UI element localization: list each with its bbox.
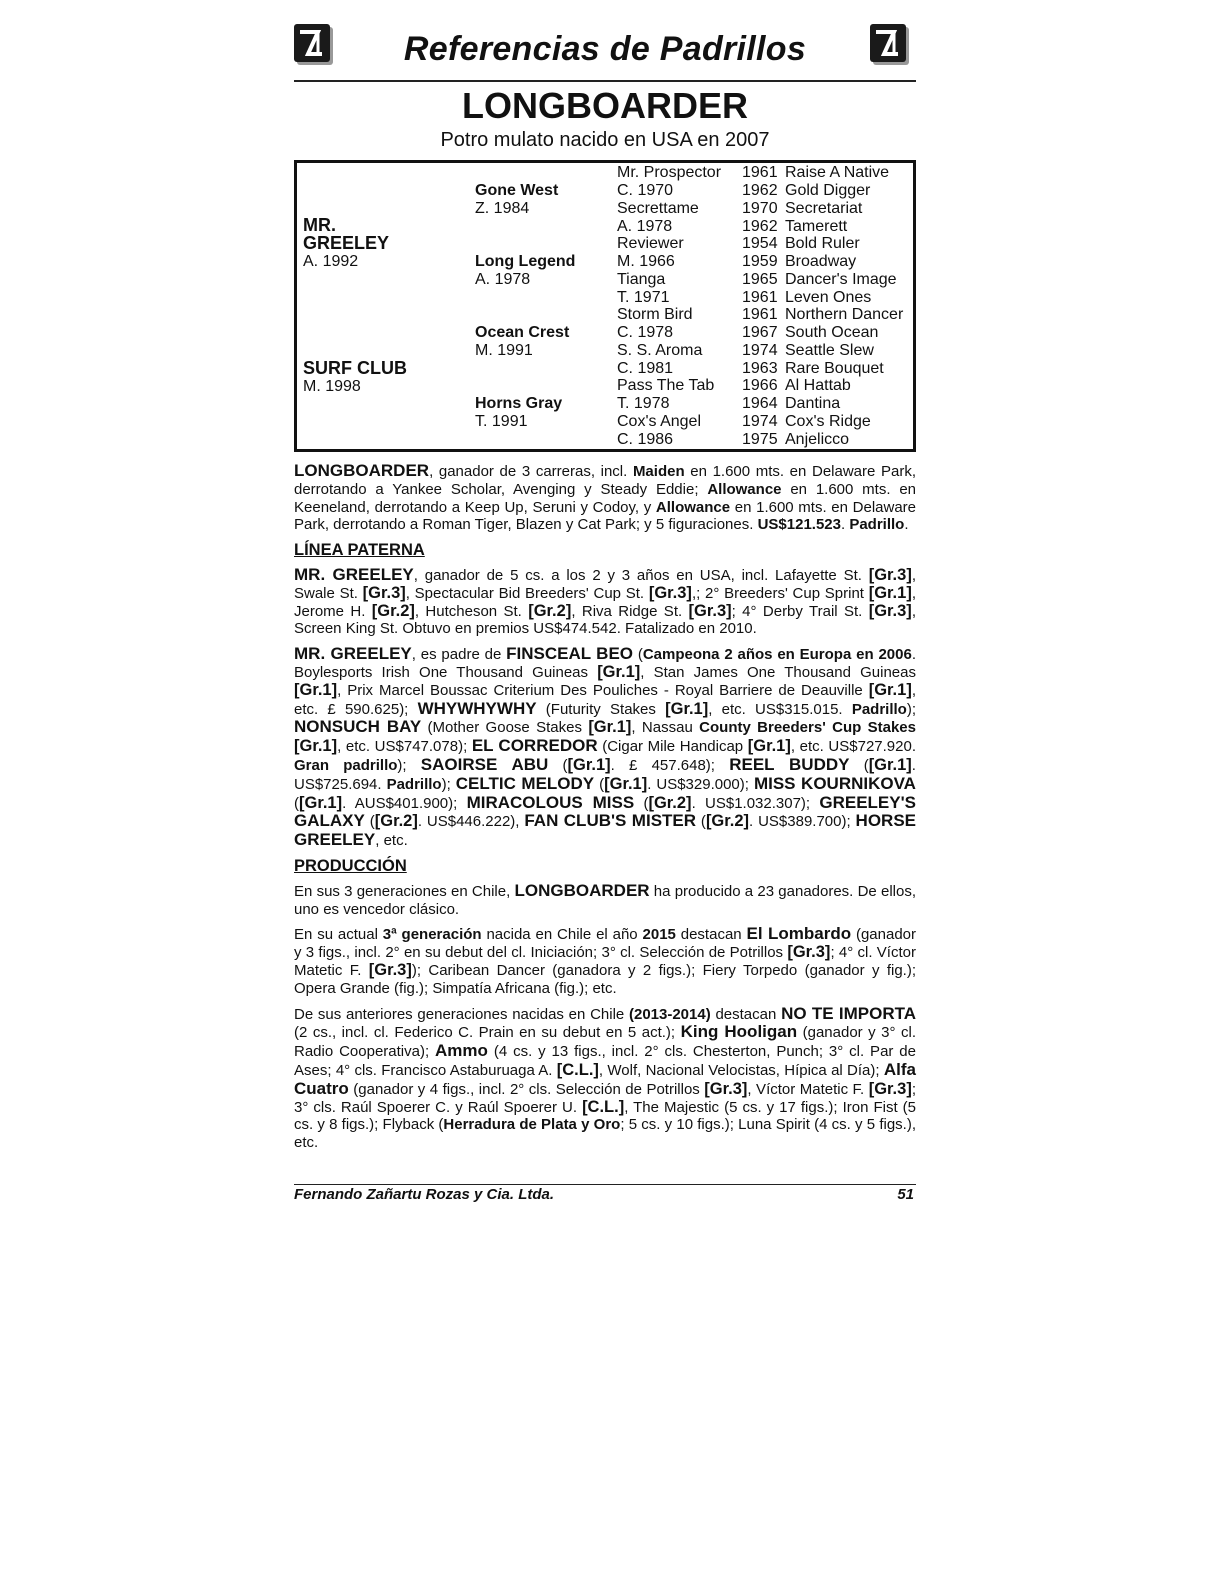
ancestor-cell: Secrettame — [617, 200, 699, 217]
ancestor-name: Broadway — [785, 253, 857, 270]
page — [294, 18, 916, 1159]
ancestor-year: 1961 — [742, 289, 778, 306]
ancestor-year: 1966 — [742, 377, 778, 394]
ancestor-name: Al Hattab — [785, 377, 851, 394]
ancestor-name: Tamerett — [785, 218, 848, 235]
ancestor-year: 1975 — [742, 431, 778, 448]
body-text — [294, 462, 916, 1152]
page-footer — [294, 1184, 916, 1203]
ancestor-cell: Cox's Angel — [617, 413, 701, 430]
race-record-paragraph: LONGBOARDER, ganador de 3 carreras, incl. Maiden en 1.600 mts. en Delaware Park, derrotando a Yankee Scholar, Avenging y Steady Eddie; Allowance en 1.600 mts. en Keeneland, derrotando a Keep Up, Seruni y Codoy, y Allowance en 1.600 mts. en Delaware Park, derrotando a Roman Tiger, Blazen y Cat Park; y 5 figuraciones. US$121.523. Padrillo. — [294, 461, 917, 534]
pedigree-table — [294, 160, 916, 452]
ancestor-name: Dantina — [785, 395, 841, 412]
footer-company: Fernando Zañartu Rozas y Cia. Ltda. — [294, 1186, 555, 1203]
granddam-name: Long Legend — [475, 253, 576, 270]
sire-name: MR. — [303, 215, 336, 235]
ancestor-year: 1964 — [742, 395, 778, 412]
ancestor-cell: Pass The Tab — [617, 377, 715, 394]
section-heading-produccion: PRODUCCIÓN — [294, 856, 407, 875]
ancestor-name: Secretariat — [785, 200, 863, 217]
granddam-name: Horns Gray — [475, 395, 563, 412]
ancestor-name: Rare Bouquet — [785, 360, 884, 377]
previous-generations-paragraph: De sus anteriores generaciones nacidas en Chile (2013-2014) destacan NO TE IMPORTA (2 cs., incl. cl. Federico C. Prain en su debut en 5 act.); King Hooligan (ganador y 3° cl. Radio Cooperativa); Ammo (4 cs. y 13 figs., incl. 2° cls. Chesterton, Punch; 3° cl. Par de Ases; 4° cls. Francisco Astaburuaga A. [C.L.], Wolf, Nacional Velocistas, Hípica al Día); Alfa Cuatro (ganador y 4 figs., incl. 2° cls. Selección de Potrillos [Gr.3], Víctor Matetic F. [Gr.3]; 3° cls. Raúl Spoerer C. y Raúl Spoerer U. [C.L.], The Majestic (5 cs. y 17 figs.); Iron Fist (5 cs. y 8 figs.); Flyback (Herradura de Plata y Oro; 5 cs. y 10 figs.); Luna Spirit (4 cs. y 5 figs.), etc. — [294, 1003, 917, 1152]
production-summary: En sus 3 generaciones en Chile, LONGBOARDER ha producido a 23 ganadores. De ellos, uno es vencedor clásico. — [294, 880, 916, 918]
ancestor-cell: S. S. Aroma — [617, 342, 703, 359]
ancestor-cell: C. 1970 — [617, 182, 674, 199]
ancestor-cell: C. 1978 — [617, 324, 674, 341]
ancestor-name: Cox's Ridge — [785, 413, 871, 430]
ancestor-name: Northern Dancer — [785, 306, 904, 323]
ancestor-cell: T. 1971 — [617, 289, 670, 306]
ancestor-year: 1974 — [742, 413, 778, 430]
ancestor-year: 1961 — [742, 306, 778, 323]
ancestor-name: Anjelicco — [785, 431, 850, 448]
ancestor-name: Dancer's Image — [785, 271, 897, 288]
grandsire-name: Gone West — [475, 182, 559, 199]
ancestor-name: Raise A Native — [785, 164, 890, 181]
brand-logo-icon — [870, 24, 912, 68]
ancestor-name: Seattle Slew — [785, 342, 874, 359]
page-header — [294, 18, 916, 82]
current-generation-paragraph: En su actual 3ª generación nacida en Chile el año 2015 destacan El Lombardo (ganador y 3 figs., incl. 2° en su debut del cl. Iniciación; 3° cl. Selección de Potrillos [Gr.3]; 4° cl. Víctor Matetic F. [Gr.3]); Caribean Dancer (ganadora y 2 figs.); Fiery Torpedo (ganador y fig.); Opera Grande (fig.); Simpatía Africana (fig.); etc. — [294, 924, 916, 997]
granddam-info: A. 1978 — [475, 271, 531, 288]
ancestor-cell: C. 1986 — [617, 431, 674, 448]
ancestor-year: 1965 — [742, 271, 778, 288]
ancestor-year: 1961 — [742, 164, 778, 181]
ancestor-year: 1962 — [742, 218, 778, 235]
ancestor-cell: Reviewer — [617, 235, 684, 252]
ancestor-year: 1974 — [742, 342, 778, 359]
horse-name: LONGBOARDER — [462, 85, 748, 126]
dam-info: M. 1998 — [303, 378, 361, 395]
dam-name: SURF CLUB — [303, 358, 407, 378]
ancestor-cell: A. 1978 — [617, 218, 673, 235]
ancestor-year: 1970 — [742, 200, 778, 217]
ancestor-cell: C. 1981 — [617, 360, 674, 377]
ancestor-name: Bold Ruler — [785, 235, 860, 252]
ancestor-year: 1963 — [742, 360, 778, 377]
grandsire-info: M. 1991 — [475, 342, 533, 359]
ancestor-name: Gold Digger — [785, 182, 871, 199]
ancestor-cell: T. 1978 — [617, 395, 670, 412]
ancestor-year: 1967 — [742, 324, 778, 341]
sire-name: GREELEY — [303, 233, 390, 253]
ancestor-year: 1962 — [742, 182, 778, 199]
sire-paragraph: MR. GREELEY, ganador de 5 cs. a los 2 y 3 años en USA, incl. Lafayette St. [Gr.3], Swale St. [Gr.3], Spectacular Bid Breeders' Cup St. [Gr.3],; 2° Breeders' Cup Sprint [Gr.1], Jerome H. [Gr.2], Hutcheson St. [Gr.2], Riva Ridge St. [Gr.3]; 4° Derby Trail St. [Gr.3], Screen King St. Obtuvo en premios US$474.542. Fatalizado en 2010. — [294, 564, 916, 638]
ancestor-cell: Mr. Prospector — [617, 164, 722, 181]
granddam-info: T. 1991 — [475, 413, 528, 430]
page-number: 51 — [897, 1186, 914, 1203]
ancestor-name: South Ocean — [785, 324, 879, 341]
ancestor-year: 1959 — [742, 253, 778, 270]
ancestor-cell: M. 1966 — [617, 253, 675, 270]
horse-subtitle: Potro mulato nacido en USA en 2007 — [440, 129, 770, 151]
grandsire-name: Ocean Crest — [475, 324, 570, 341]
ancestor-cell: Storm Bird — [617, 306, 693, 323]
section-heading-paterna: LÍNEA PATERNA — [294, 541, 425, 560]
header-title: Referencias de Padrillos — [403, 30, 807, 68]
sire-progeny-paragraph: MR. GREELEY, es padre de FINSCEAL BEO (Campeona 2 años en Europa en 2006. Boylesports Irish One Thousand Guineas [Gr.1], Stan James One Thousand Guineas [Gr.1], Prix Marcel Boussac Criterium Des Pouliches - Royal Barriere de Deauville [Gr.1], etc. £ 590.625); WHYWHYWHY (Futurity Stakes [Gr.1], etc. US$315.015. Padrillo); NONSUCH BAY (Mother Goose Stakes [Gr.1], Nassau County Breeders' Cup Stakes [Gr.1], etc. US$747.078); EL CORREDOR (Cigar Mile Handicap [Gr.1], etc. US$727.920. Gran padrillo); SAOIRSE ABU ([Gr.1]. £ 457.648); REEL BUDDY ([Gr.1]. US$725.694. Padrillo); CELTIC MELODY ([Gr.1]. US$329.000); MISS KOURNIKOVA ([Gr.1]. AUS$401.900); MIRACOLOUS MISS ([Gr.2]. US$1.032.307); GREELEY'S GALAXY ([Gr.2]. US$446.222), FAN CLUB'S MISTER ([Gr.2]. US$389.700); HORSE GREELEY, etc. — [294, 644, 917, 850]
ancestor-cell: Tianga — [617, 271, 666, 288]
ancestor-year: 1954 — [742, 235, 778, 252]
sire-info: A. 1992 — [303, 253, 359, 270]
ancestor-name: Leven Ones — [785, 289, 872, 306]
grandsire-info: Z. 1984 — [475, 200, 530, 217]
